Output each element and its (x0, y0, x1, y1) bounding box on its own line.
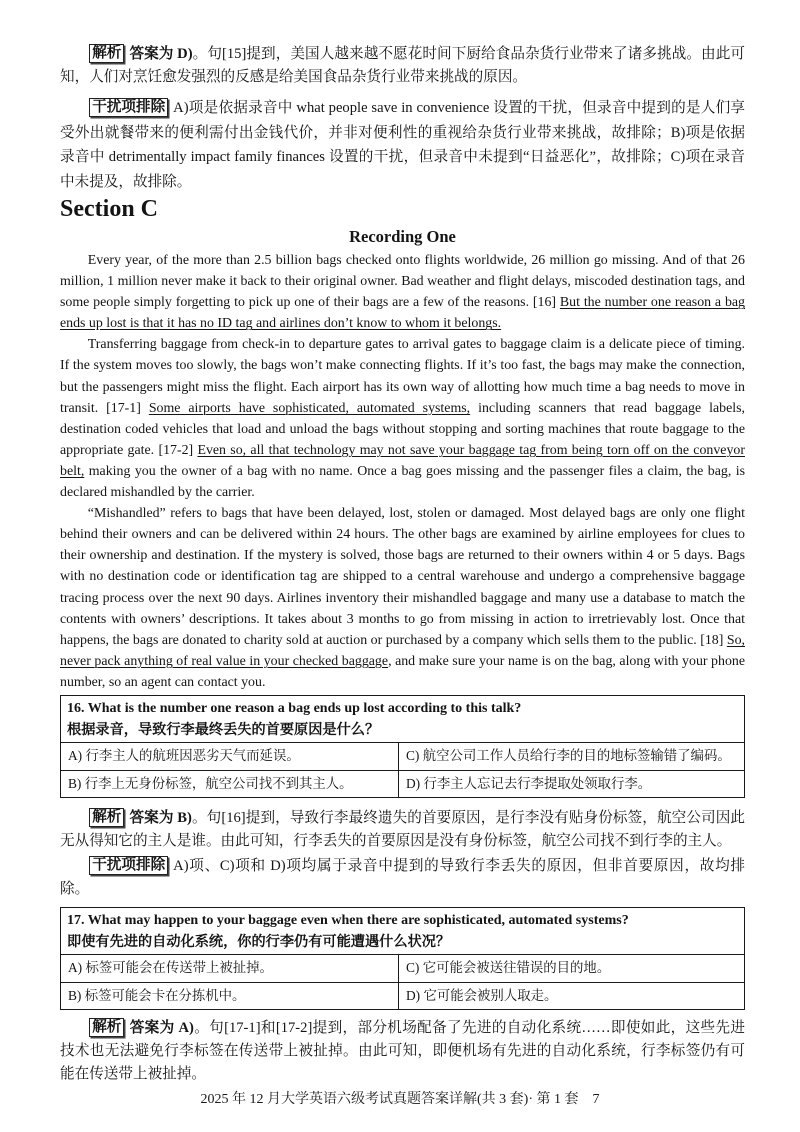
transcript-text: making you the owner of a bag with no name. Once a bag goes missing and the passenger files a claim, the bag, is declared mishandled by the carrier. (60, 463, 745, 501)
transcript-paragraph-2 (60, 334, 745, 503)
option-b: B) 行李上无身份标签，航空公司找不到其主人。 (61, 771, 399, 797)
question-16-header (61, 696, 744, 743)
recording-transcript (60, 250, 745, 693)
question-17-text: 17. What may happen to your baggage even when there are sophisticated, automated systems? (67, 912, 629, 928)
key-sentence-16: But the number one reason a bag ends up lost is that it has no ID tag and airlines don’t know to whom it belongs. (60, 295, 746, 332)
top-distractor (60, 96, 745, 194)
question-16-translation: 根据录音，导致行李最终丢失的首要原因是什么？ (67, 721, 380, 738)
options-row (61, 743, 744, 770)
answer-key: 答案为 B) (129, 809, 192, 826)
key-sentence-17-2: Even so, all that technology may not save your baggage tag from being torn off on the conveyor belt, (60, 442, 745, 479)
transcript-text: Transferring baggage from check-in to departure gates to arrival gates to baggage claim is a delicate piece of timing. If the system moves too slowly, the bags won’t make connecting flights. If it’s too fast, the bags may make the connection, but the passengers might miss the flight. Each airport has its own way of allotting how much time a bag needs to move in transit. [17-1] (60, 337, 745, 416)
analysis-tag: 解析 (89, 1018, 124, 1037)
transcript-text: Every year, of the more than 2.5 billion bags checked onto flights worldwide, 26 million go missing. And of that 26 million, 1 million never make it back to their original owner. Bad weather and flight delays, miscoded destination tags, and some people simply forgetting to pick up one of their bags are a few of the reasons. [16] (60, 253, 745, 311)
transcript-text: “Mishandled” refers to bags that have been delayed, lost, stolen or damaged. Most delayed bags are only one flight behind their owners and can be delivered within 24 hours. The other bags are examined by airline employees for clues to their ownership and destination. If the mystery is solved, those bags are returned to their owners within 4 or 5 days. Bags with no destination code or identification tag are shipped to a central warehouse and undergo a comprehensive baggage tracing process over the next 90 days. Airlines inventory their mishandled baggage and many use a database to match the contents with owners’ descriptions. It takes about 3 months to go from missing in action to irretrievably lost. Once that happens, the bags are donated to charity sold at auction or purchased by a company which sells them to the public. [18] (60, 506, 745, 648)
analysis-text: 。句[17-1]和[17-2]提到，部分机场配备了先进的自动化系统……即使如此，这些先进技术也无法避免行李标签在传送带上被扯掉。由此可知，即便机场有先进的自动化系统，行李标签仍有可能在传送带上被扯掉。 (60, 1019, 745, 1082)
page-number: 7 (592, 1092, 600, 1107)
options-row (61, 955, 744, 982)
key-sentence-17-1: Some airports have sophisticated, automated systems, (148, 400, 471, 416)
analysis-tag: 解析 (89, 808, 124, 827)
answer-key: 答案为 D) (129, 46, 193, 62)
page-footer (0, 1089, 800, 1111)
option-b: B) 标签可能会卡在分拣机中。 (61, 983, 399, 1009)
options-row (61, 982, 744, 1009)
recording-title: Recording One (349, 227, 456, 246)
top-analysis (60, 43, 745, 89)
distractor-tag: 干扰项排除 (89, 98, 168, 117)
distractor-tag: 干扰项排除 (89, 856, 168, 875)
analysis-16 (60, 807, 745, 853)
option-c: C) 它可能会被送往错误的目的地。 (406, 959, 611, 975)
option-d: D) 它可能会被别人取走。 (406, 987, 558, 1003)
transcript-text: including scanners that read baggage labels, destination coded vehicles that load and unload the bags without stopping and sorting machines that route baggage to the appropriate gate. [17-2] (60, 400, 745, 458)
analysis-17 (60, 1017, 745, 1086)
transcript-text: , and make sure your name is on the bag, along with your phone number, so an agent can contact you. (60, 653, 745, 690)
question-16-text: 16. What is the number one reason a bag ends up lost according to this talk? (67, 700, 522, 716)
answer-key: 答案为 A) (129, 1019, 194, 1036)
question-17-box (60, 907, 745, 1010)
option-a: A) 行李主人的航班因恶劣天气而延误。 (61, 743, 399, 770)
transcript-paragraph-1 (60, 250, 745, 334)
question-16-box (60, 695, 745, 798)
option-c: C) 航空公司工作人员给行李的目的地标签输错了编码。 (406, 747, 731, 763)
question-17-header (61, 908, 744, 955)
section-title: Section C (60, 196, 158, 222)
distractor-text: A)项是依据录音中 what people save in convenience 设置的干扰，但录音中提到的是人们享受外出就餐带来的便利需付出金钱代价，并非对便利性的重视给杂货行业带来挑战，故排除；B)项是依据录音中 detrimentally impact family finances 设置的干扰，但录音中未提到“日益恶化”，故排除；C)项在录音中未提及，故排除。 (60, 100, 745, 190)
transcript-paragraph-3 (60, 503, 745, 693)
options-row (61, 770, 744, 797)
question-17-translation: 即使有先进的自动化系统，你的行李仍有可能遭遇什么状况？ (67, 933, 451, 950)
option-d: D) 行李主人忘记去行李提取处领取行李。 (406, 775, 652, 791)
distractor-text: A)项、C)项和 D)项均属于录音中提到的导致行李丢失的原因，但非首要原因，故均排除。 (60, 857, 745, 897)
question-16-explanation (60, 807, 745, 901)
analysis-text: 。句[15]提到，美国人越来越不愿花时间下厨给食品杂货行业带来了诸多挑战。由此可知，人们对烹饪愈发强烈的反感是给美国食品杂货行业带来挑战的原因。 (60, 46, 745, 85)
footer-title: 2025 年 12 月大学英语六级考试真题答案详解(共 3 套)· 第 1 套 (200, 1092, 579, 1107)
question-17-explanation (60, 1017, 745, 1086)
key-sentence-18: So, never pack anything of real value in your checked baggage (60, 632, 745, 669)
analysis-tag: 解析 (89, 44, 124, 63)
analysis-text: 。句[16]提到，导致行李最终遗失的首要原因，是行李没有贴身份标签，航空公司因此无从得知它的主人是谁。由此可知，行李丢失的首要原因是没有身份标签，航空公司找不到行李的主人。 (60, 809, 745, 849)
option-a: A) 标签可能会在传送带上被扯掉。 (61, 955, 399, 982)
distractor-16 (60, 855, 745, 901)
